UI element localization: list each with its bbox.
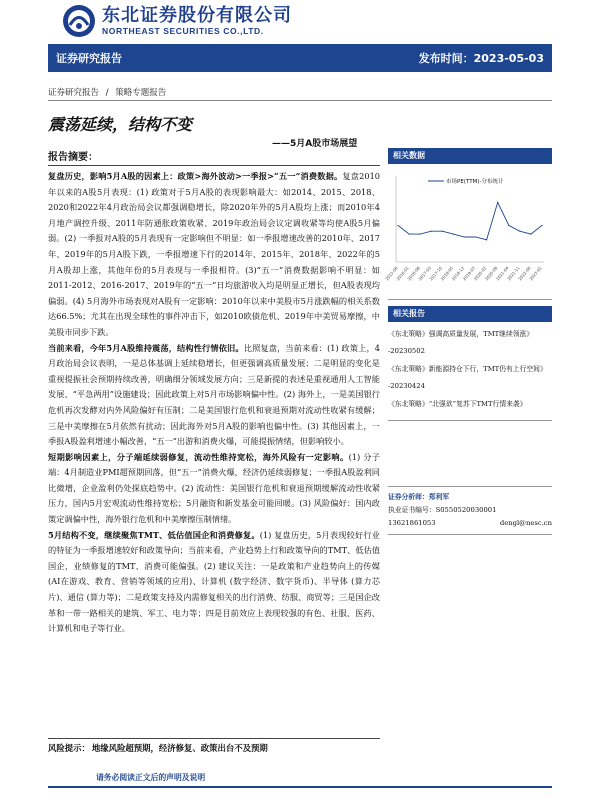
report-type-label: 证券研究报告: [56, 52, 122, 65]
summary-p3-lead: 短期影响因素上，分子端延续弱修复，流动性维持宽松，海外风险有一定影响。: [48, 451, 349, 462]
risk-label: 风险提示：: [48, 743, 90, 753]
company-logo: [62, 4, 292, 38]
pe-point: [530, 233, 531, 234]
risk-warning: [48, 738, 380, 754]
page-subtitle: ——5月A股市场展望: [272, 139, 358, 149]
summary-p4-text: (1) 复盘历史，5月表现较好行业的特征为一季报增速较好和政策导向；当前来看，产业趋势上行和政策导向的TMT、低估值国企，业绩修复的TMT、消费可能偏强。(2) 建议关注：一是政策和产业趋势向上的传媒 (AI在游戏、教育、营销等领域的应用)、计算机 (数字经济、数字货币)、半导体 (算力芯片)、通信 (算力等)；二是政策支持及内需修复相关的出行消费、纺服、商贸等；三是国企改革和一带一路相关的建筑、军工、电力等；四是目前效应上表现较强的有色、社服、医药、计算机和电子等行业。: [48, 529, 380, 634]
x-tick-label: 2018-05: [439, 265, 455, 282]
breadcrumb-part2: 策略专题报告: [115, 88, 167, 98]
x-tick-label: 2016-01: [395, 265, 410, 282]
license-label: 执业证书编号：: [388, 506, 436, 514]
analyst-divider: [388, 534, 552, 535]
header-banner: [48, 44, 552, 72]
x-tick-label: 2021-04: [494, 265, 510, 282]
summary-heading: 报告摘要：: [48, 148, 380, 166]
pe-point: [497, 202, 498, 203]
reports-divider: [388, 420, 552, 421]
report-link-3[interactable]: 《东北策略》“北强欲”复苏下TMT行情来袭》: [388, 400, 527, 408]
related-data-heading: 相关数据: [388, 148, 552, 164]
x-tick-label: 2023-01: [528, 265, 543, 282]
footer-divider: [48, 786, 552, 788]
footer-disclaimer: 请务必阅读正文后的声明及说明: [96, 773, 206, 782]
sidebar-data-section: [388, 148, 552, 164]
related-reports: [388, 306, 552, 421]
pe-point: [453, 233, 454, 234]
summary-p2-text: 比照复盘，当前来看：(1) 政策上，4月政治局会议表明，一是总体基调上延续稳增长，但更强调高质量发展；二是明显的变化是重视提振社会预期持续改善，明确细分领域发展方向；三是新提的表述是重视通用人工智能发展、“平急两用”设施建设；因此政策上对5月市场影响偏中性。(2) 海外上，一是美国银行危机再次发酵对内外风险偏好有压制；二是美国银行危机和衰退预期对流动性收紧有缓解；三是中美摩擦在5月依然有扰动；因此海外对5月A股的影响也偏中性。(3) 其他因素上，一季报A股盈利增速小幅改善，“五一”出游和消费火爆，可能提振情绪，但影响较小。: [48, 342, 380, 447]
pe-point: [541, 225, 542, 226]
summary-section: [48, 148, 380, 637]
report-link-1[interactable]: 《东北策略》强调高质量发展，TMT继续领涨》: [388, 330, 534, 338]
pe-point: [475, 236, 476, 237]
x-tick-label: 2020-02: [472, 265, 488, 282]
x-tick-label: 2020-09: [483, 265, 499, 282]
company-name-cn: 东北证券股份有限公司: [102, 4, 292, 26]
summary-body: [48, 169, 380, 637]
x-tick-label: 2018-12: [450, 265, 466, 282]
analyst-label: 证券分析师：: [388, 493, 429, 501]
report-date-2: -20230424: [388, 382, 425, 390]
pe-chart: [384, 168, 552, 300]
x-tick-label: 2021-11: [506, 265, 521, 282]
company-name-en: NORTHEAST SECURITIES CO.,LTD.: [102, 25, 264, 36]
risk-text: 地缘风险超预期，经济修复、政策出台不及预期: [91, 743, 268, 753]
x-tick-label: 2019-07: [461, 265, 477, 282]
breadcrumb: [48, 86, 170, 98]
pe-point: [464, 236, 465, 237]
license-number: S0550520030001: [435, 506, 497, 514]
pe-point: [397, 225, 398, 226]
pe-point: [431, 231, 432, 232]
summary-p2-lead: 当前来看，今年5月A股维持震荡，结构性行情依旧。: [48, 342, 244, 353]
x-tick-label: 2017-03: [417, 265, 432, 282]
page-title: 震荡延续，结构不变: [48, 115, 193, 134]
chart-title: 市场PE(TTM)-分布统计: [446, 179, 504, 185]
analyst-info: [388, 486, 552, 535]
summary-p1-lead: 复盘历史，影响5月A股的因素上：政策>海外波动>一季报>“五一”消费数据。: [48, 171, 343, 181]
analyst-name: 郑利军: [428, 493, 450, 501]
x-tick-label: 2022-06: [517, 265, 532, 282]
pe-point: [519, 231, 520, 232]
pe-point: [508, 225, 509, 226]
pe-point: [486, 239, 487, 240]
x-tick-label: 2016-08: [406, 265, 421, 282]
company-logo-icon: [62, 4, 96, 38]
x-tick-label: 2017-10: [428, 265, 444, 282]
x-tick-label: 2015-06: [384, 265, 399, 282]
summary-p4-lead: 5月结构不变，继续聚焦TMT、低估值国企和消费修复。: [48, 529, 260, 540]
header-divider: [48, 100, 552, 101]
report-date-1: -20230502: [388, 347, 425, 355]
analyst-email[interactable]: dengl@nesc.cn: [499, 519, 552, 527]
pe-point: [420, 233, 421, 234]
summary-p1-text: 复盘2010年以来的A股5月表现：(1) 政策对于5月A股的表现影响最大：如2014、2015、2018、2020和2022年4月政治局会议都强调稳增长，除2020年外的5月A股均上涨；而2010年4月地产调控升级、2011年防通胀政策收紧、2019年政治局会议定调收紧等均使A股5月偏弱。(2) 一季报对A股的5月表现有一定影响但不明显：如一季报增速改善的2010年、2017年、2019年的5月A股下跌，一季报增速下行的2014年、2015年、2018年、2022年的5月A股却上涨，其他年份的5月表现与一季报相符。(3)“五一”消费数据影响不明显：如2011-2012、2016-2017、2019年的“五一”日均旅游收入均是明显正增长，但A股表现均偏弱。(4) 5月海外市场表现对A股有一定影响：2010年以来中美股市5月涨跌幅的相关系数达66.5%；尤其在出现全球性的事件冲击下，如2010欧债危机、2019年中美贸易摩擦，中美股市同步下跌。: [48, 171, 380, 337]
pe-chart-svg: [384, 168, 552, 300]
summary-p3-text: (1) 分子端：4月制造业PMI超预期回落，但“五一”消费火爆，经济仍延续弱修复；一季报A股盈利同比微增，企业盈利仍处探底趋势中。(2) 流动性：美国银行危机和衰退预期缓解流动性收紧压力，国内5月宏观流动性维持宽松；5月融资和新发基金可能回暖。(3) 风险偏好：国内政策定调偏中性，海外银行危机和中美摩擦压制情绪。: [48, 451, 380, 525]
analyst-phone: 13621861053: [388, 519, 436, 527]
related-reports-heading: 相关报告: [388, 306, 552, 322]
pe-point: [442, 231, 443, 232]
breadcrumb-part1: 证券研究报告: [48, 88, 100, 98]
pe-point: [408, 233, 409, 234]
publish-time: 发布时间：2023-05-03: [418, 52, 544, 65]
breadcrumb-separator: /: [105, 88, 109, 98]
report-link-2[interactable]: 《东北策略》新能源持仓下行，TMT仍有上行空间》: [388, 365, 547, 373]
